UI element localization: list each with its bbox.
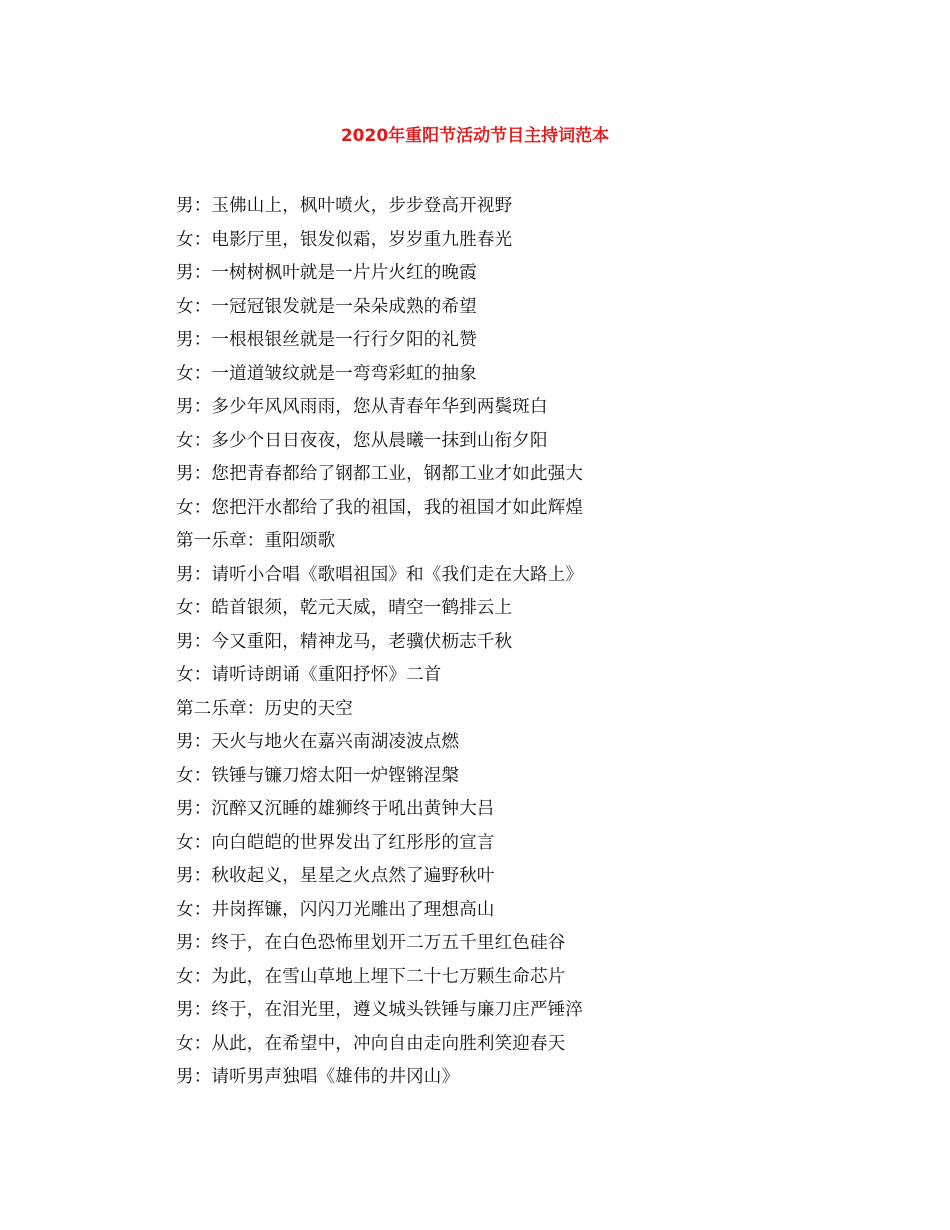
script-line: 男：终于，在白色恐怖里划开二万五千里红色硅谷 xyxy=(176,933,566,953)
document-title: 2020年重阳节活动节目主持词范本 xyxy=(340,126,610,146)
script-line: 男：沉醉又沉睡的雄狮终于吼出黄钟大吕 xyxy=(176,799,495,819)
script-line: 女：您把汗水都给了我的祖国，我的祖国才如此辉煌 xyxy=(176,497,584,518)
script-lines xyxy=(176,190,876,1095)
script-line: 女：一冠冠银发就是一朵朵成熟的希望 xyxy=(176,296,477,317)
script-line: 男：一树树枫叶就是一片片火红的晚霞 xyxy=(176,263,477,283)
script-line: 男：天火与地火在嘉兴南湖凌波点燃 xyxy=(176,732,460,752)
script-line: 女：铁锤与镰刀熔太阳一炉铿锵涅槃 xyxy=(176,765,460,786)
script-line: 女：一道道皱纹就是一弯弯彩虹的抽象 xyxy=(176,363,477,384)
script-line: 第二乐章：历史的天空 xyxy=(176,698,353,719)
script-line: 女：为此，在雪山草地上埋下二十七万颗生命芯片 xyxy=(176,966,566,987)
script-line: 男：一根根银丝就是一行行夕阳的礼赞 xyxy=(176,330,477,350)
script-line: 男：玉佛山上，枫叶喷火，步步登高开视野 xyxy=(176,196,513,216)
script-line: 男：请听小合唱《歌唱祖国》和《我们走在大路上》 xyxy=(176,564,584,585)
script-line: 男：请听男声独唱《雄伟的井冈山》 xyxy=(176,1067,460,1087)
script-line: 男：多少年风风雨雨，您从青春年华到两鬓斑白 xyxy=(176,397,548,417)
script-line: 男：秋收起义，星星之火点然了遍野秋叶 xyxy=(176,866,495,886)
script-line: 男：终于，在泪光里，遵义城头铁锤与廉刀庄严锤淬 xyxy=(176,1000,584,1020)
script-line: 女：请听诗朗诵《重阳抒怀》二首 xyxy=(176,665,442,685)
script-line: 女：井岗挥镰，闪闪刀光雕出了理想高山 xyxy=(176,899,495,920)
script-line: 女：皓首银须，乾元天威，晴空一鹤排云上 xyxy=(176,598,513,618)
script-line: 女：从此，在希望中，冲向自由走向胜利笑迎春天 xyxy=(176,1033,566,1054)
script-line: 女：向白皑皑的世界发出了红彤彤的宣言 xyxy=(176,832,495,853)
script-line: 男：今又重阳，精神龙马，老骥伏枥志千秋 xyxy=(176,631,513,652)
script-line: 女：多少个日日夜夜，您从晨曦一抹到山衔夕阳 xyxy=(176,430,548,451)
script-line: 第一乐章：重阳颂歌 xyxy=(176,531,336,551)
script-line: 女：电影厅里，银发似霜，岁岁重九胜春光 xyxy=(176,229,513,250)
script-line: 男：您把青春都给了钢都工业，钢都工业才如此强大 xyxy=(176,464,584,484)
